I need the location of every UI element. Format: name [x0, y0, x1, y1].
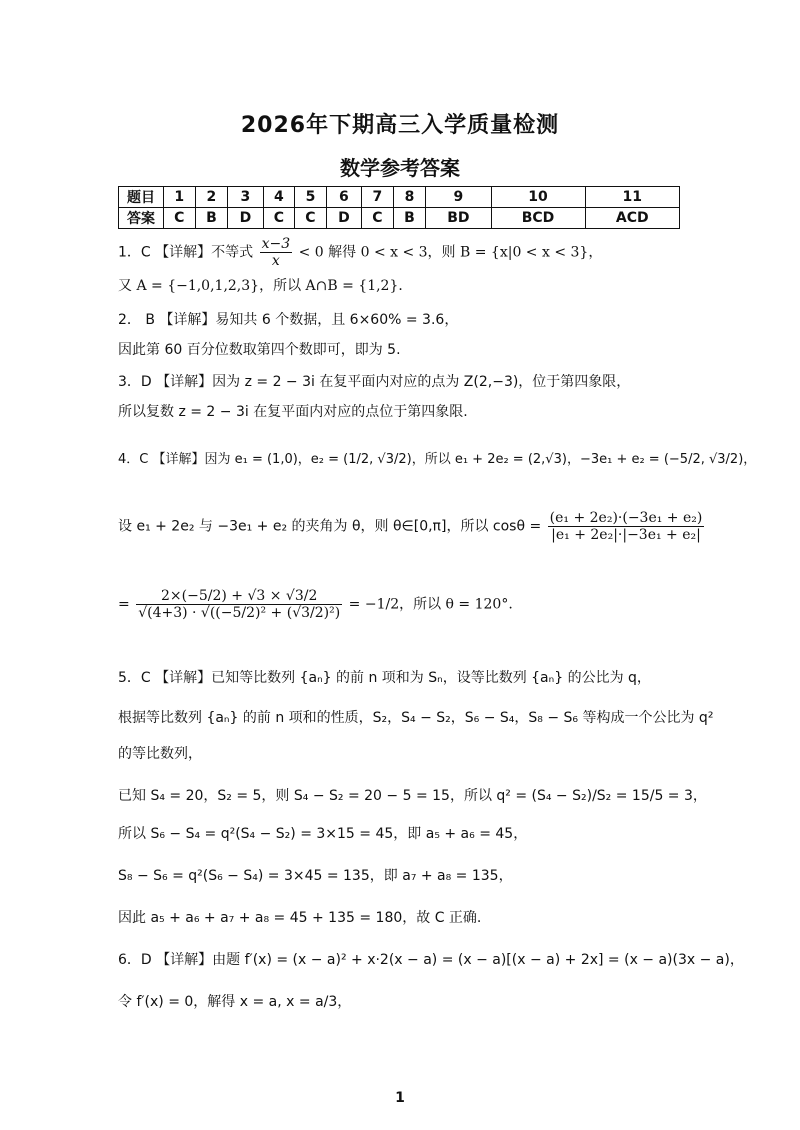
solution-text: 1．C 【详解】不等式 [118, 244, 254, 261]
fraction-numerator: 2×(−5/2) + √3 × √3/2 [136, 588, 342, 605]
table-cell: C [295, 208, 327, 229]
answer-table [118, 186, 680, 229]
fraction [260, 236, 293, 269]
table-row-label: 题目 [119, 187, 164, 208]
table-cell: B [393, 208, 426, 229]
table-cell: C [164, 208, 196, 229]
table-cell: 5 [295, 187, 327, 208]
table-cell: 1 [164, 187, 196, 208]
fraction-denominator: x [271, 253, 280, 269]
solution-text: 设 e₁ + 2e₂ 与 −3e₁ + e₂ 的夹角为 θ，则 θ∈[0,π]，所以 cosθ = [118, 518, 542, 535]
solution-q5-line6: S₈ − S₆ = q²(S₆ − S₄) = 3×45 = 135，即 a₇ + a₈ = 135， [118, 868, 513, 884]
solution-q5-line7: 因此 a₅ + a₆ + a₇ + a₈ = 45 + 135 = 180，故 C 正确. [118, 910, 482, 926]
table-cell: 9 [426, 187, 491, 208]
table-cell: D [228, 208, 263, 229]
table-row-label: 答案 [119, 208, 164, 229]
solution-q4-line2 [118, 510, 706, 543]
page-number: 1 [395, 1090, 405, 1106]
table-cell: 8 [393, 187, 426, 208]
table-cell: 10 [491, 187, 585, 208]
solution-q3-line2: 所以复数 z = 2 − 3i 在复平面内对应的点位于第四象限. [118, 404, 468, 420]
table-cell: BCD [491, 208, 585, 229]
table-cell: 6 [326, 187, 361, 208]
solution-q1-line1 [118, 236, 602, 269]
table-cell: D [326, 208, 361, 229]
table-cell: 11 [585, 187, 680, 208]
table-cell: ACD [585, 208, 680, 229]
solution-q5-line2: 根据等比数列 {aₙ} 的前 n 项和的性质，S₂，S₄ − S₂，S₆ − S₄，S₈ − S₆ 等构成一个公比为 q² [118, 710, 714, 726]
table-row-numbers [119, 187, 680, 208]
solution-text: = −1/2，所以 θ = 120°. [348, 596, 513, 613]
fraction-denominator: |e₁ + 2e₂|·|−3e₁ + e₂| [551, 527, 701, 543]
solution-q6-line1: 6．D 【详解】由题 f′(x) = (x − a)² + x·2(x − a) = (x − a)[(x − a) + 2x] = (x − a)(3x − a)， [118, 952, 744, 968]
solution-q3-line1: 3．D 【详解】因为 z = 2 − 3i 在复平面内对应的点为 Z(2,−3)，位于第四象限， [118, 374, 631, 390]
table-cell: C [263, 208, 295, 229]
fraction [548, 510, 705, 543]
fraction-numerator: (e₁ + 2e₂)·(−3e₁ + e₂) [549, 510, 703, 526]
solution-text: < 0 解得 0 < x < 3，则 B = {x|0 < x < 3}， [298, 244, 603, 261]
page-subtitle: 数学参考答案 [340, 156, 460, 180]
solution-q5-line3: 的等比数列， [118, 746, 202, 762]
table-cell: 7 [362, 187, 394, 208]
solution-q2-line1: 2． B 【详解】易知共 6 个数据，且 6×60% = 3.6， [118, 312, 459, 328]
table-cell: 2 [195, 187, 228, 208]
solution-q1-line2: 又 A = {−1,0,1,2,3}，所以 A∩B = {1,2}． [118, 278, 413, 294]
table-cell: 3 [228, 187, 263, 208]
page-title: 2026年下期高三入学质量检测 [240, 113, 560, 138]
table-cell: B [195, 208, 228, 229]
solution-q5-line5: 所以 S₆ − S₄ = q²(S₄ − S₂) = 3×15 = 45，即 a₅ + a₆ = 45， [118, 826, 528, 842]
solution-q5-line1: 5．C 【详解】已知等比数列 {aₙ} 的前 n 项和为 Sₙ，设等比数列 {aₙ} 的公比为 q， [118, 670, 651, 686]
fraction-numerator: x−3 [261, 236, 291, 252]
solution-q2-line2: 因此第 60 百分位数取第四个数即可，即为 5. [118, 342, 401, 358]
fraction-denominator: √(4+3) · √((−5/2)² + (√3/2)²) [138, 605, 341, 621]
solution-q6-line2: 令 f′(x) = 0，解得 x = a, x = a/3， [118, 994, 352, 1010]
solution-q4-line3: = $\frac{2\times(-5/2) + √3 \times √3/2}{\text{√(4+3) · √((−5/2)² + (√3/2)²)}}$ = −1/2，所以 θ = 120°. [118, 588, 513, 621]
fraction [136, 588, 342, 621]
table-row-answers [119, 208, 680, 229]
solution-q4-line1: 4．C 【详解】因为 e₁ = (1,0)，e₂ = (1/2, √3/2)，所以 e₁ + 2e₂ = (2,√3)，−3e₁ + e₂ = (−5/2, √3/2)， [118, 452, 757, 467]
table-cell: C [362, 208, 394, 229]
solution-q5-line4: 已知 S₄ = 20，S₂ = 5，则 S₄ − S₂ = 20 − 5 = 15，所以 q² = (S₄ − S₂)/S₂ = 15/5 = 3， [118, 788, 707, 804]
table-cell: 4 [263, 187, 295, 208]
table-cell: BD [426, 208, 491, 229]
